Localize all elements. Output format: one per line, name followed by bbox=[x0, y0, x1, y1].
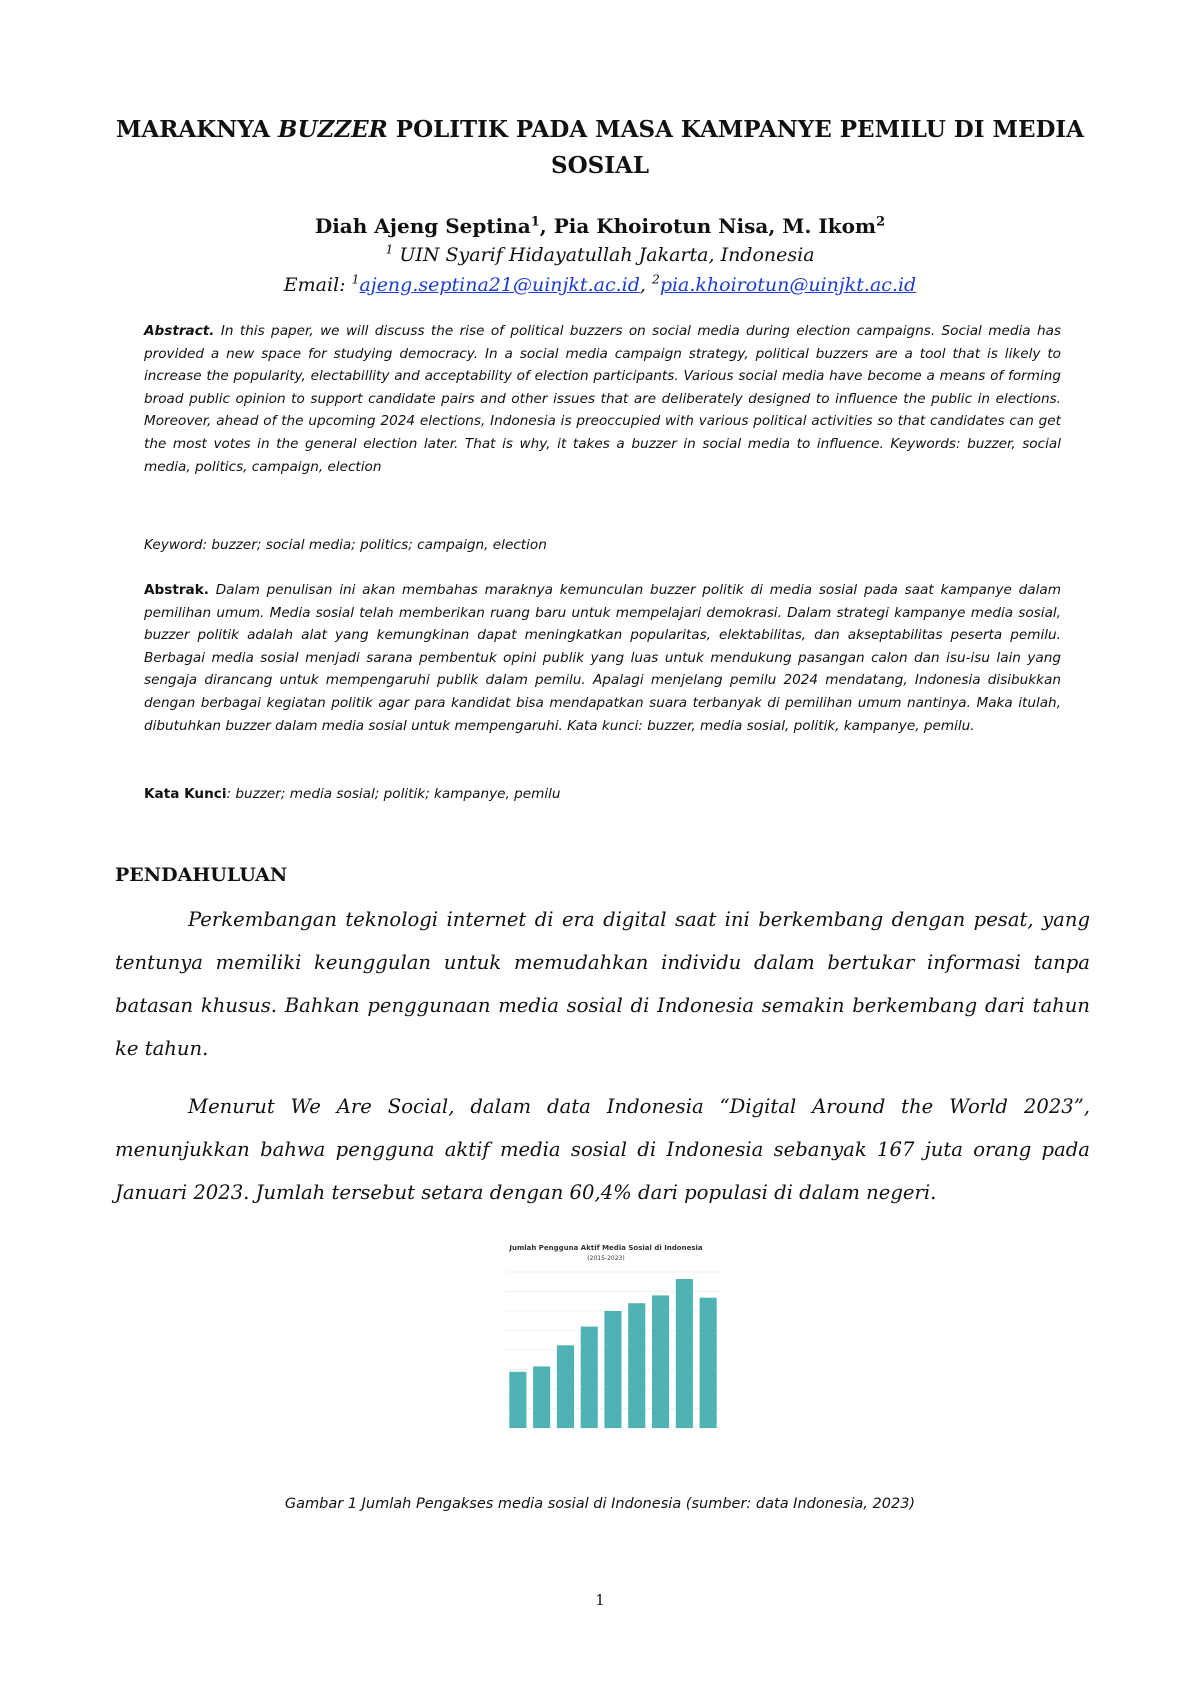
author-line: Diah Ajeng Septina$^1$, Pia Khoirotun Nisa, M. Ikom$^2$ bbox=[314, 214, 886, 238]
abstrak-label: Abstrak. bbox=[144, 582, 209, 598]
email-link-1[interactable]: ajeng.septina21@uinjkt.ac.id bbox=[359, 274, 640, 296]
abstract-label: Abstract. bbox=[144, 323, 215, 339]
figure-chart bbox=[484, 1238, 728, 1458]
chart-bar bbox=[604, 1311, 621, 1428]
chart-bar bbox=[581, 1327, 598, 1428]
chart-bar bbox=[628, 1303, 645, 1428]
email-link-2[interactable]: pia.khoirotun@uinjkt.ac.id bbox=[659, 274, 917, 296]
chart-bar bbox=[700, 1298, 717, 1428]
keywords-indonesian: Kata Kunci: buzzer; media sosial; politik; kampanye, pemilu bbox=[144, 786, 561, 802]
intro-paragraph-1: Perkembangan teknologi internet di era digital saat ini berkembang dengan pesat, yang tentunya memiliki keunggulan untuk memudahkan individu dalam bertukar informasi tanpa batasan khusus. Bahkan penggunaan media sosial di Indonesia semakin berkembang dari tahun ke tahun. bbox=[115, 908, 1090, 1060]
title-italic-word: BUZZER bbox=[278, 116, 388, 143]
chart-bar bbox=[676, 1279, 693, 1428]
chart-bar bbox=[557, 1345, 574, 1428]
intro-paragraph-2: Menurut We Are Social, dalam data Indonesia “Digital Around the World 2023”, menunjukkan bahwa pengguna aktif media sosial di Indonesia sebanyak 167 juta orang pada Januari 2023. Jumlah tersebut setara dengan 60,4% dari populasi di dalam negeri. bbox=[115, 1095, 1090, 1204]
affiliation: $^1$ UIN Syarif Hidayatullah Jakarta, Indonesia bbox=[385, 242, 815, 266]
abstract-english: Abstract. In this paper, we will discuss the rise of political buzzers on social media during election campaigns. Social media has provided a new space for studying democracy. In a social media campaign strategy, political buzzers are a tool that is likely to increase the popularity, electabillity and acceptability of election participants. Various social media have become a means of forming broad public opinion to support candidate pairs and other issues that are deliberately designed to influence the public in elections. Moreover, ahead of the upcoming 2024 elections, Indonesia is preoccupied with various political activities so that candidates can get the most votes in the general election later. That is why, it takes a buzzer in social media to influence. Keywords: buzzer, social media, politics, campaign, election bbox=[144, 323, 1061, 475]
paper-title: MARAKNYA BUZZER POLITIK PADA MASA KAMPANYE PEMILU DI MEDIA SOSIAL bbox=[115, 116, 1085, 179]
chart-bar bbox=[509, 1372, 526, 1428]
email-line: Email: $^1$ajeng.septina21@uinjkt.ac.id, $^2$pia.khoirotun@uinjkt.ac.id bbox=[283, 272, 917, 296]
chart-subtitle: (2015-2023) bbox=[587, 1255, 625, 1262]
abstract-indonesian: Abstrak. Dalam penulisan ini akan membahas maraknya kemunculan buzzer politik di media sosial pada saat kampanye dalam pemilihan umum. Media sosial telah memberikan ruang baru untuk mempelajari demokrasi. Dalam strategi kampanye media sosial, buzzer politik adalah alat yang kemungkinan dapat meningkatkan popularitas, elektabilitas, dan akseptabilitas peserta pemilu. Berbagai media sosial menjadi sarana pembentuk opini publik yang luas untuk mendukung pasangan calon dan isu-isu lain yang sengaja dirancang untuk mempengaruhi publik dalam pemilu. Apalagi menjelang pemilu 2024 mendatang, Indonesia disibukkan dengan berbagai kegiatan politik agar para kandidat bisa mendapatkan suara terbanyak di pemilihan umum nantinya. Maka itulah, dibutuhkan buzzer dalam media sosial untuk mempengaruhi. Kata kunci: buzzer, media sosial, politik, kampanye, pemilu. bbox=[144, 582, 1061, 734]
section-heading: PENDAHULUAN bbox=[115, 864, 288, 886]
chart-bar bbox=[652, 1295, 669, 1428]
chart-title: Jumlah Pengguna Aktif Media Sosial di Indonesia bbox=[509, 1244, 703, 1252]
chart-bar bbox=[533, 1366, 550, 1428]
figure-caption: Gambar 1 Jumlah Pengakses media sosial di Indonesia (sumber: data Indonesia, 2023) bbox=[284, 1496, 916, 1512]
keywords-english: Keyword: buzzer; social media; politics; campaign, election bbox=[144, 537, 547, 553]
bar-chart bbox=[484, 1238, 728, 1458]
page-number: 1 bbox=[595, 1591, 605, 1609]
